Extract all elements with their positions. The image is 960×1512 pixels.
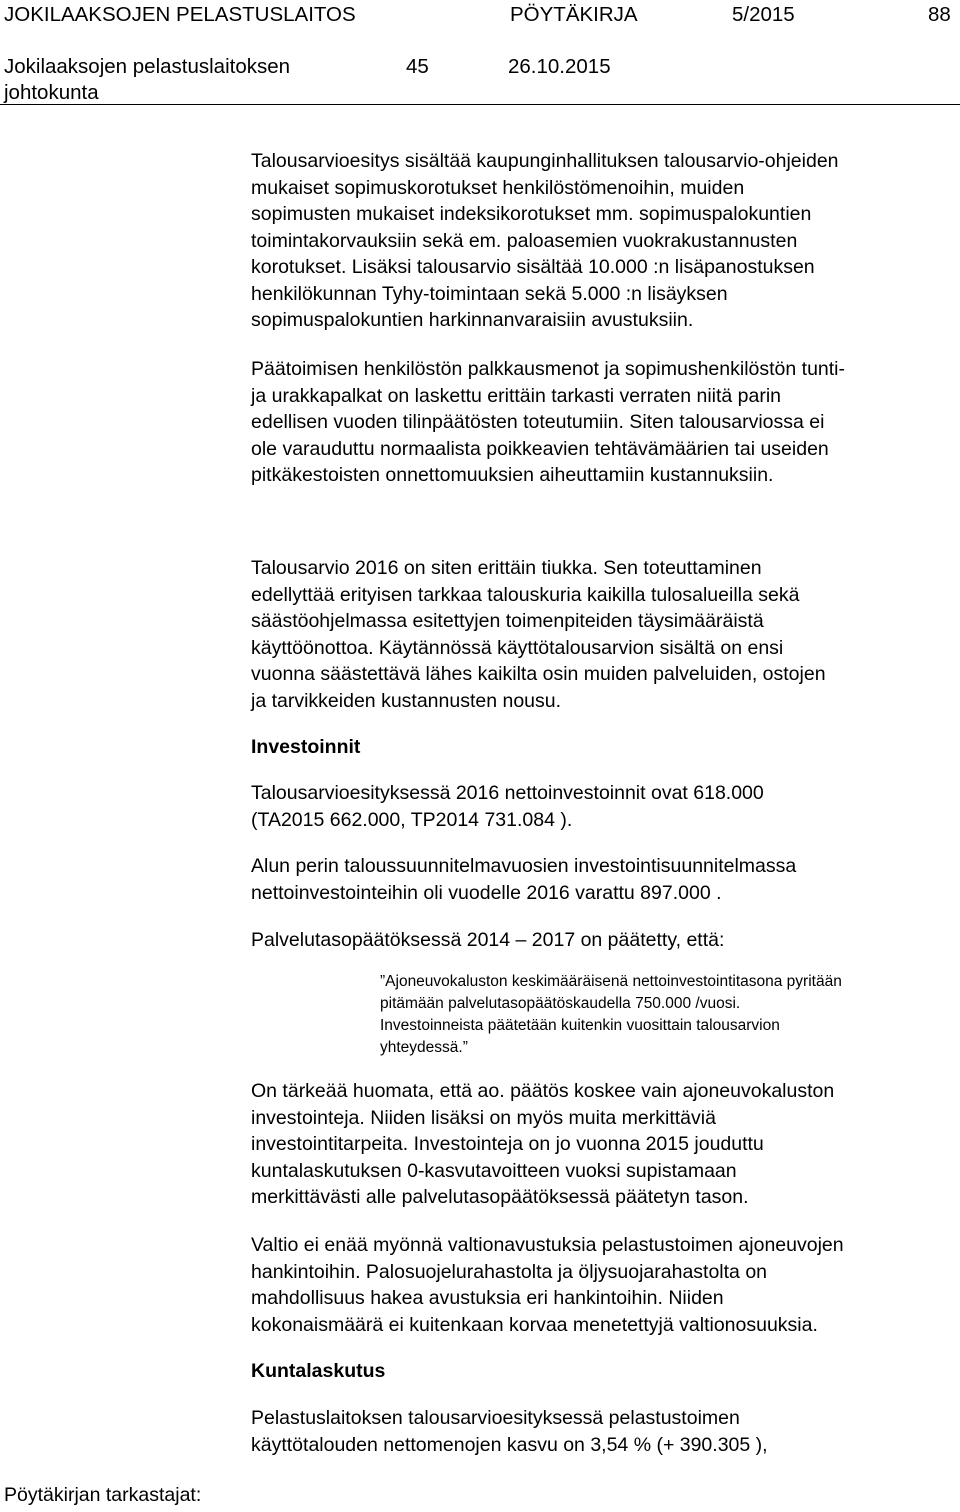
quote-line: yhteydessä.” [380, 1039, 468, 1056]
meeting-body-line2: johtokunta [4, 81, 99, 104]
text-line: Palvelutasopäätöksessä 2014 – 2017 on päätetty, että: [251, 929, 725, 951]
paragraph-budget-contents [251, 148, 957, 334]
text-line: investointitarpeita. Investointeja on jo vuonna 2015 jouduttu [251, 1133, 764, 1155]
text-line: käyttötalouden nettomenojen kasvu on 3,54 % (+ 390.305 ), [251, 1433, 768, 1456]
text-line: vuonna säästettävä lähes kaikilta osin muiden palveluiden, ostojen [251, 663, 826, 685]
text-line: edellyttää erityisen tarkkaa talouskuria kaikilla tulosalueilla sekä [251, 583, 800, 606]
text-line: toimintakorvauksiin sekä em. paloasemien vuokrakustannusten [251, 229, 798, 252]
text-line: mahdollisuus hakea avustuksia eri hankintoihin. Niiden [251, 1287, 724, 1309]
text-line: On tärkeää huomata, että ao. päätös koskee vain ajoneuvokaluston [251, 1080, 835, 1102]
text-line: säästöohjelmassa esitettyjen toimenpiteiden täysimääräistä [251, 610, 764, 632]
text-line: kuntalaskutuksen 0-kasvutavoitteen vuoksi supistamaan [251, 1159, 737, 1182]
text-line: Pelastuslaitoksen talousarvioesityksessä pelastustoimen [251, 1407, 740, 1429]
meeting-date: 26.10.2015 [508, 55, 611, 78]
text-line: käyttöönottoa. Käytännössä käyttötalousarvion sisältä on ensi [251, 636, 784, 659]
text-line: ole varauduttu normaalista poikkeavien tehtävämäärien tai useiden [251, 437, 829, 460]
text-line: investointeja. Niiden lisäksi on myös muita merkittäviä [251, 1106, 716, 1129]
text-line: korotukset. Lisäksi talousarvio sisältää 10.000 :n lisäpanostuksen [251, 256, 815, 278]
paragraph-personnel-costs [251, 356, 957, 489]
header-divider [0, 104, 960, 105]
reviewers-label: Pöytäkirjan tarkastajat: [4, 1484, 202, 1506]
text-line: ja tarvikkeiden kustannusten nousu. [251, 689, 562, 712]
section-number: 45 [406, 55, 429, 78]
text-line: nettoinvestointeihin oli vuodelle 2016 varattu 897.000 . [251, 881, 722, 904]
text-line: sopimuspalokuntien harkinnanvaraisiin avustuksiin. [251, 309, 694, 331]
text-line: edellisen vuoden tilinpäätösten toteutumiin. Siten talousarviossa ei [251, 411, 825, 433]
paragraph-state-subsidies [251, 1232, 957, 1338]
paragraph-net-investments [251, 780, 957, 833]
heading-municipal-billing: Kuntalaskutus [251, 1360, 386, 1382]
text-line: kokonaismäärä ei kuitenkaan korvaa menetettyjä valtionosuuksia. [251, 1313, 818, 1336]
quote-line: ”Ajoneuvokaluston keskimääräisenä nettoinvestointitasona pyritään [380, 973, 842, 990]
text-line: hankintoihin. Palosuojelurahastolta ja öljysuojarahastolta on [251, 1260, 768, 1283]
paragraph-original-plan [251, 853, 957, 906]
text-line: pitkäkestoisten onnettomuuksien aiheuttamiin kustannuksiin. [251, 464, 774, 486]
text-line: Päätoimisen henkilöstön palkkausmenot ja sopimushenkilöstön tunti- [251, 358, 845, 380]
text-line: ja urakkapalkat on laskettu erittäin tarkasti verraten niitä parin [251, 384, 782, 407]
paragraph-operating-costs [251, 1405, 957, 1458]
quote-line: Investoinneista päätetään kuitenkin vuosittain talousarvion [380, 1017, 780, 1034]
paragraph-tight-budget [251, 555, 957, 714]
text-line: Alun perin taloussuunnitelmavuosien investointisuunnitelmassa [251, 855, 797, 877]
paragraph-vehicle-investments [251, 1078, 957, 1211]
text-line: Talousarvioesityksessä 2016 nettoinvestoinnit ovat 618.000 [251, 782, 764, 804]
document-type: PÖYTÄKIRJA [510, 3, 638, 26]
page-number: 88 [928, 3, 951, 26]
text-line: mukaiset sopimuskorotukset henkilöstömenoihin, muiden [251, 176, 745, 199]
text-line: sopimusten mukaiset indeksikorotukset mm. sopimuspalokuntien [251, 203, 812, 225]
text-line: Talousarvioesitys sisältää kaupunginhallituksen talousarvio-ohjeiden [251, 150, 839, 172]
quote-line: pitämään palvelutasopäätöskaudella 750.000 /vuosi. [380, 995, 741, 1012]
issue-number: 5/2015 [732, 3, 795, 26]
organization-name: JOKILAAKSOJEN PELASTUSLAITOS [4, 3, 356, 26]
text-line: Valtio ei enää myönnä valtionavustuksia pelastustoimen ajoneuvojen [251, 1234, 844, 1256]
text-line: henkilökunnan Tyhy-toimintaan sekä 5.000 :n lisäyksen [251, 282, 728, 305]
text-line: merkittävästi alle palvelutasopäätöksessä päätetyn tason. [251, 1186, 749, 1208]
text-line: (TA2015 662.000, TP2014 731.084 ). [251, 808, 573, 831]
paragraph-service-level-decision [251, 927, 957, 954]
text-line: Talousarvio 2016 on siten erittäin tiukka. Sen toteuttaminen [251, 557, 762, 579]
heading-investments: Investoinnit [251, 736, 361, 758]
meeting-body-line1: Jokilaaksojen pelastuslaitoksen [4, 55, 291, 78]
quoted-decision [380, 971, 842, 1059]
